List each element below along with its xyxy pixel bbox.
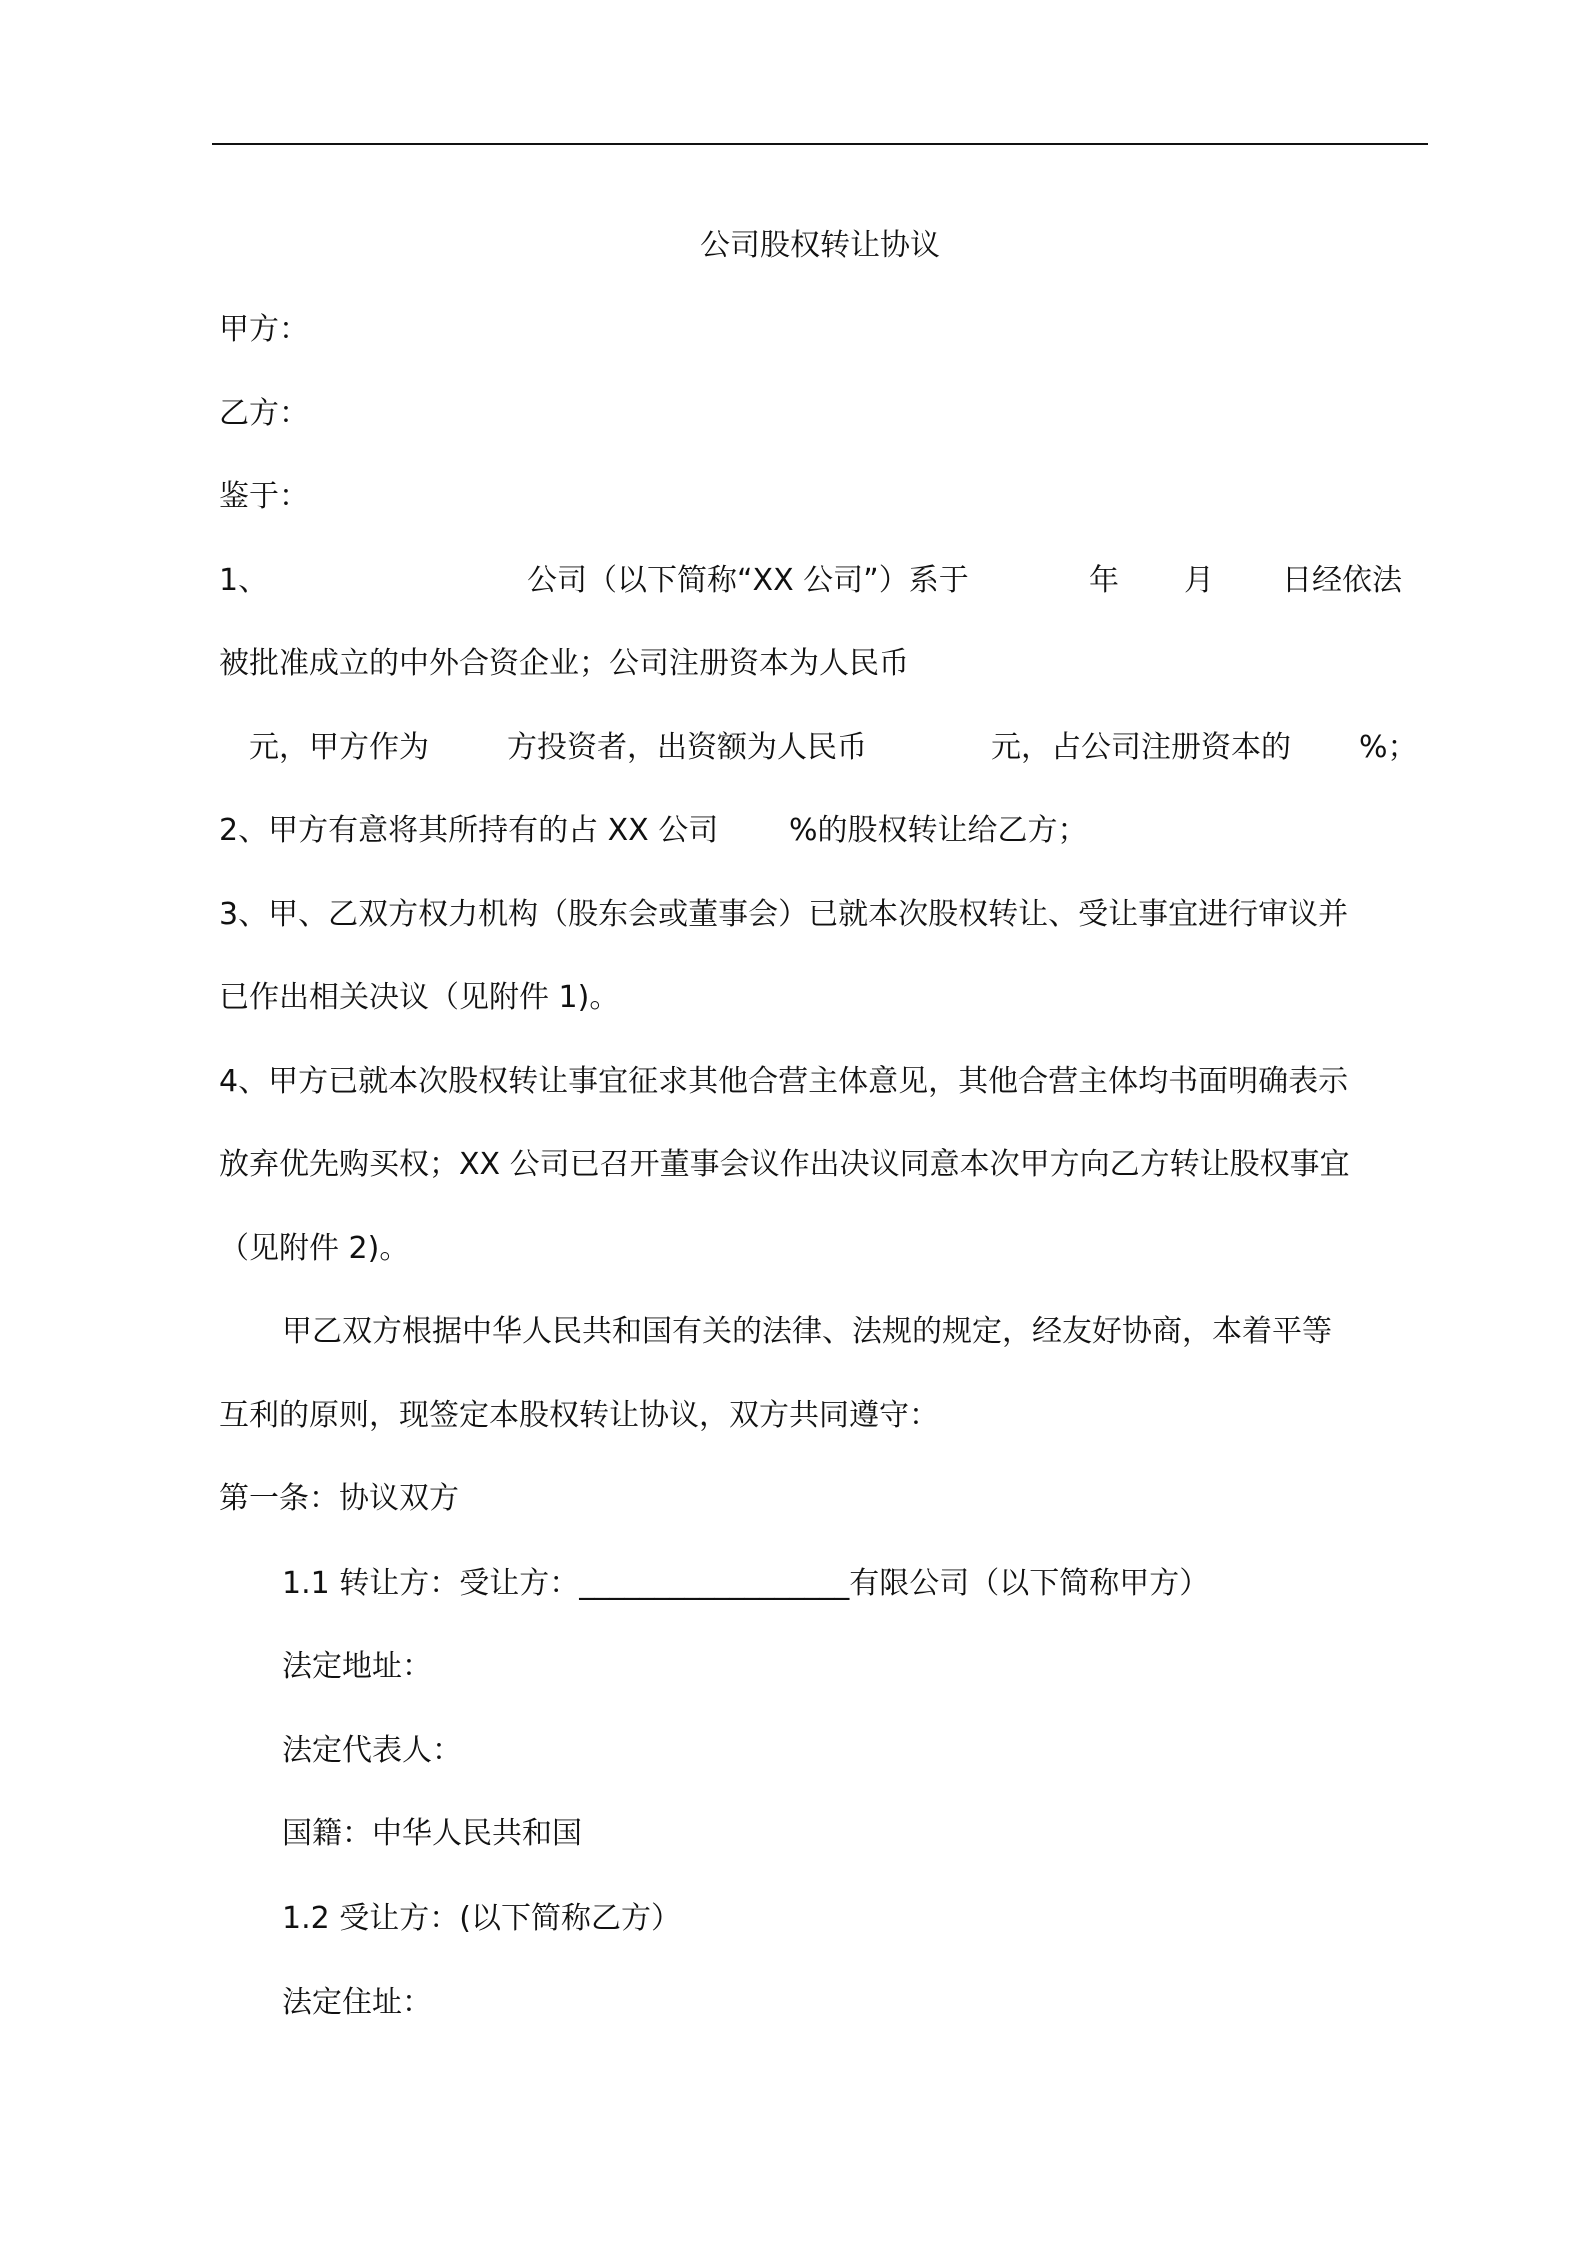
document-title: 公司股权转让协议 (700, 228, 940, 263)
legal-representative: 法定代表人： (282, 1733, 462, 1768)
nationality: 国籍：中华人民共和国 (282, 1816, 582, 1851)
item1-day: 日经依法 (1282, 563, 1402, 598)
item2-a: 2、甲方有意将其所持有的占 XX 公司 (219, 813, 719, 848)
item1-line3-a: 元，甲方作为 (249, 730, 429, 765)
preamble-line2: 互利的原则，现签定本股权转让协议，双方共同遵守： (219, 1398, 939, 1433)
item4-line2: 放弃优先购买权；XX 公司已召开董事会议作出决议同意本次甲方向乙方转让股权事宜 (219, 1147, 1350, 1182)
item2-b: %的股权转让给乙方； (789, 813, 1088, 848)
header-rule (212, 143, 1428, 145)
legal-residence: 法定住址： (282, 1985, 432, 2020)
party-a-label: 甲方： (219, 312, 309, 347)
party-b-label: 乙方： (219, 396, 309, 431)
transferor-line: 1.1 转让方：受让方：__________________有限公司（以下简称甲方） (282, 1566, 1210, 1601)
item1-month: 月 (1184, 563, 1214, 598)
whereas-label: 鉴于： (219, 479, 309, 514)
article1-heading: 第一条：协议双方 (219, 1481, 459, 1516)
item4-line1: 4、甲方已就本次股权转让事宜征求其他合营主体意见，其他合营主体均书面明确表示 (219, 1064, 1349, 1099)
item1-text: 公司（以下简称“XX 公司”）系于 (527, 563, 969, 598)
legal-address: 法定地址： (282, 1649, 432, 1684)
item1-line2: 被批准成立的中外合资企业；公司注册资本为人民币 (219, 646, 909, 681)
item3-line2: 已作出相关决议（见附件 1)。 (219, 980, 620, 1015)
item1-line3-c: 元，占公司注册资本的 (991, 730, 1291, 765)
item1-line3-d: %； (1359, 730, 1418, 765)
item1-year: 年 (1089, 563, 1119, 598)
item1-num: 1、 (219, 563, 269, 598)
item3-line1: 3、甲、乙双方权力机构（股东会或董事会）已就本次股权转让、受让事宜进行审议并 (219, 897, 1349, 932)
preamble-line1: 甲乙双方根据中华人民共和国有关的法律、法规的规定，经友好协商，本着平等 (282, 1314, 1332, 1349)
item1-line3-b: 方投资者，出资额为人民币 (507, 730, 867, 765)
item4-line3: （见附件 2)。 (219, 1231, 410, 1266)
transferee-line: 1.2 受让方：(以下简称乙方） (282, 1901, 681, 1936)
